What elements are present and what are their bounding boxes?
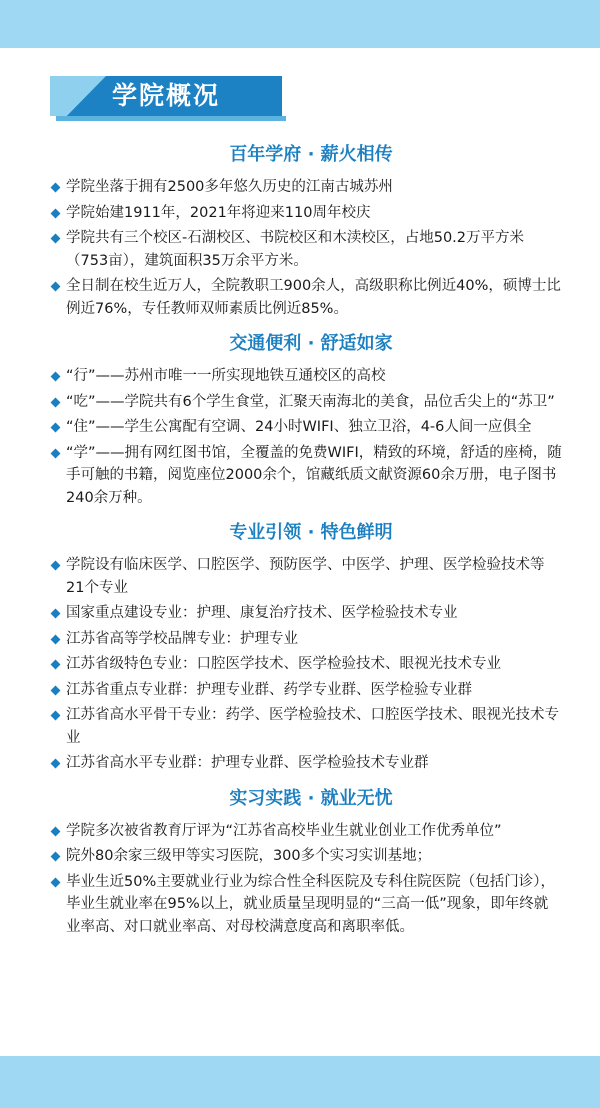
top-banner [0, 0, 600, 48]
list-item [52, 442, 562, 510]
bottom-banner [0, 1056, 600, 1108]
item-text: 江苏省重点专业群：护理专业群、药学专业群、医学检验专业群 [66, 681, 472, 698]
bullet-list [52, 176, 562, 320]
item-text: 学院始建1911年，2021年将迎来110周年校庆 [66, 204, 371, 221]
item-text: “吃”——学院共有6个学生食堂，汇聚天南海北的美食，品位舌尖上的“苏卫” [66, 393, 555, 410]
diamond-bullet-icon [51, 609, 61, 619]
section-heading: 百年学府 · 薪火相传 [229, 144, 393, 165]
item-text: “住”——学生公寓配有空调、24小时WIFI、独立卫浴，4-6人间一应俱全 [66, 419, 532, 435]
list-item [52, 871, 562, 939]
section-history [52, 142, 562, 320]
diamond-bullet-icon [51, 183, 61, 193]
item-text: 江苏省级特色专业：口腔医学技术、医学检验技术、眼视光技术专业 [66, 656, 501, 672]
list-item [52, 275, 562, 320]
diamond-bullet-icon [51, 397, 61, 407]
list-item [52, 704, 562, 749]
list-item [52, 176, 562, 199]
bullet-list [52, 820, 562, 939]
list-item [52, 653, 562, 676]
item-text: 全日制在校生近万人，全院教职工900余人，高级职称比例近40%，硕博士比例近76%，专任教师双师素质比例近85%。 [66, 278, 561, 317]
list-item [52, 416, 562, 439]
section-heading: 专业引领 · 特色鲜明 [229, 522, 393, 543]
diamond-bullet-icon [51, 423, 61, 433]
item-text: 江苏省高水平骨干专业：药学、医学检验技术、口腔医学技术、眼视光技术专业 [66, 707, 559, 746]
bullet-list [52, 554, 562, 775]
list-item [52, 845, 562, 868]
item-text: 国家重点建设专业：护理、康复治疗技术、医学检验技术专业 [66, 605, 458, 621]
item-text: “行”——苏州市唯一一所实现地铁互通校区的高校 [66, 368, 386, 384]
list-item [52, 628, 562, 651]
diamond-bullet-icon [51, 208, 61, 218]
item-text: 院外80余家三级甲等实习医院，300多个实习实训基地； [66, 848, 432, 864]
item-text: “学”——拥有网红图书馆，全覆盖的免费WIFI，精致的环境，舒适的座椅，随手可触的书籍，阅览座位2000余个，馆藏纸质文献资源60余万册，电子图书240余万种。 [66, 444, 562, 506]
diamond-bullet-icon [51, 852, 61, 862]
list-item [52, 602, 562, 625]
diamond-bullet-icon [51, 372, 61, 382]
title-banner-shadow [56, 116, 286, 121]
item-text: 学院设有临床医学、口腔医学、预防医学、中医学、护理、医学检验技术等21个专业 [66, 557, 545, 596]
diamond-bullet-icon [51, 660, 61, 670]
section-employment [52, 786, 562, 939]
list-item [52, 752, 562, 775]
diamond-bullet-icon [51, 826, 61, 836]
list-item [52, 679, 562, 702]
item-text: 毕业生近50%主要就业行业为综合性全科医院及专科住院医院（包括门诊），毕业生就业率在95%以上，就业质量呈现明显的“三高一低”现象，即年终就业率高、对口就业率高、对母校满意度高和离职率低。 [66, 873, 555, 935]
item-text: 学院多次被省教育厅评为“江苏省高校毕业生就业创业工作优秀单位” [66, 822, 502, 839]
bullet-list [52, 365, 562, 509]
title-banner [50, 76, 286, 122]
list-item [52, 202, 562, 225]
section-heading: 交通便利 · 舒适如家 [229, 333, 393, 354]
item-text: 江苏省高水平专业群：护理专业群、医学检验技术专业群 [66, 755, 429, 771]
diamond-bullet-icon [51, 877, 61, 887]
item-text: 学院坐落于拥有2500多年悠久历史的江南古城苏州 [66, 179, 393, 195]
list-item [52, 391, 562, 414]
list-item [52, 365, 562, 388]
section-majors [52, 520, 562, 775]
diamond-bullet-icon [51, 282, 61, 292]
diamond-bullet-icon [51, 561, 61, 571]
diamond-bullet-icon [51, 448, 61, 458]
content-area [52, 142, 562, 941]
diamond-bullet-icon [51, 234, 61, 244]
section-campus-life [52, 331, 562, 509]
item-text: 江苏省高等学校品牌专业：护理专业 [66, 630, 298, 647]
section-heading: 实习实践 · 就业无忧 [229, 787, 393, 809]
diamond-bullet-icon [51, 759, 61, 769]
diamond-bullet-icon [51, 711, 61, 721]
diamond-bullet-icon [51, 685, 61, 695]
item-text: 学院共有三个校区-石湖校区、书院校区和木渎校区，占地50.2万平方米（753亩），建筑面积35万余平方米。 [66, 230, 525, 269]
page-title: 学院概况 [112, 81, 221, 110]
diamond-bullet-icon [51, 634, 61, 644]
list-item [52, 820, 562, 843]
list-item [52, 227, 562, 272]
list-item [52, 554, 562, 599]
